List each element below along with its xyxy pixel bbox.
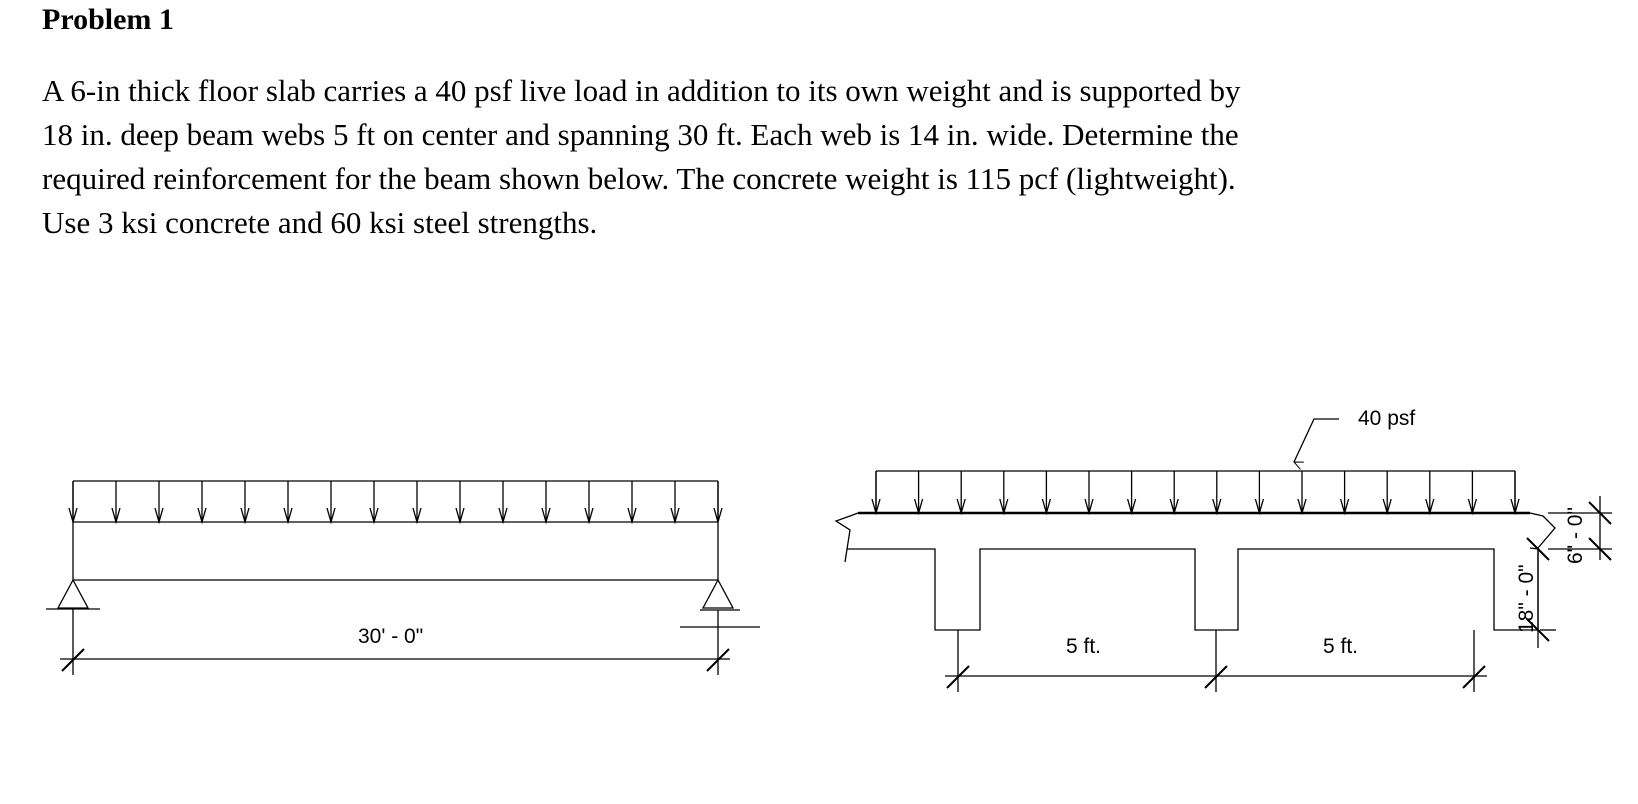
load-arrow	[1426, 471, 1434, 513]
load-leader	[1294, 419, 1339, 462]
roller-support-right	[680, 580, 760, 675]
load-arrow	[413, 481, 421, 522]
load-arrow	[1000, 471, 1008, 513]
load-arrow	[456, 481, 464, 522]
web-depth-label: 18" - 0"	[1515, 564, 1538, 633]
section-diagram	[836, 419, 1612, 692]
load-arrow	[1383, 471, 1391, 513]
load-arrow	[957, 471, 965, 513]
load-arrow	[1255, 471, 1263, 513]
statement-line: Use 3 ksi concrete and 60 ksi steel strengths.	[42, 205, 598, 240]
slab-section-outline	[836, 513, 1555, 630]
load-arrow	[542, 481, 550, 522]
load-arrow	[1213, 471, 1221, 513]
load-arrow	[1341, 471, 1349, 513]
load-arrow	[1042, 471, 1050, 513]
spacing-label-left: 5 ft.	[1066, 635, 1102, 658]
load-arrow	[370, 481, 378, 522]
load-arrows	[69, 481, 722, 522]
spacing-label-right: 5 ft.	[1323, 635, 1359, 658]
load-arrow	[915, 471, 923, 513]
statement-line: A 6-in thick floor slab carries a 40 psf live load in addition to its own weight and is supported by	[42, 73, 1241, 108]
statement-line: required reinforcement for the beam shown below. The concrete weight is 115 pcf (lightweight).	[42, 161, 1236, 196]
load-arrow	[155, 481, 163, 522]
load-arrow	[284, 481, 292, 522]
load-label: 40 psf	[1358, 407, 1416, 430]
span-dimension-line	[60, 649, 730, 671]
load-arrow	[499, 481, 507, 522]
load-arrow	[628, 481, 636, 522]
load-arrow	[112, 481, 120, 522]
section-load-arrows	[872, 471, 1519, 513]
load-arrow	[241, 481, 249, 522]
slab-thickness-label: 6" - 0"	[1564, 507, 1587, 564]
load-arrow	[1468, 471, 1476, 513]
problem-title: Problem 1	[42, 3, 174, 36]
load-arrow	[327, 481, 335, 522]
load-arrow	[585, 481, 593, 522]
load-arrow	[1085, 471, 1093, 513]
span-label: 30' - 0"	[358, 625, 424, 648]
load-arrow	[1298, 471, 1306, 513]
load-arrow	[1128, 471, 1136, 513]
load-arrow	[198, 481, 206, 522]
load-arrow	[1170, 471, 1178, 513]
statement-line: 18 in. deep beam webs 5 ft on center and spanning 30 ft. Each web is 14 in. wide. Determine the	[42, 117, 1239, 152]
load-arrow	[671, 481, 679, 522]
